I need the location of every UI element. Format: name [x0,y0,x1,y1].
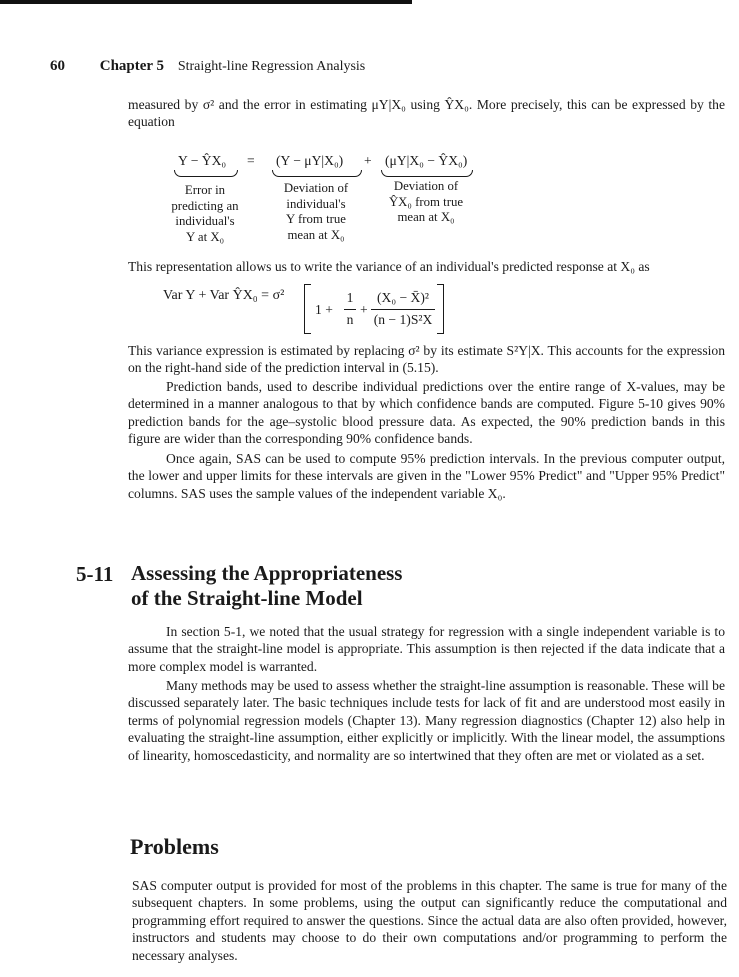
fraction-2-numerator: (X₀ − X̄)² [377,290,429,305]
page-number: 60 [50,58,65,74]
fraction-1-numerator: 1 [346,290,354,305]
equation-plus: + [364,153,372,168]
left-bracket [304,284,311,334]
equation-label-1: Error in predicting an individual's Y at X₀ [171,183,239,244]
running-header [50,58,365,75]
equation-equals: = [247,153,255,168]
fraction-2-bar [371,309,435,310]
equation-term2: (μY|X₀ − ŶX₀) [385,153,468,168]
problems-paragraph: SAS computer output is provided for most of the problems in this chapter. The same is true for many of the subsequent chapters. In some problems, using the output can significantly reduce the computational and programming effort required to answer the questions. Since the actual data are also often provided, however, instructors and students may choose to do their own computations and/or programming to perform the necessary analyses. [132,878,727,963]
underbrace-2 [272,170,362,177]
fraction-1-bar [344,309,356,310]
problems-heading: Problems [130,834,219,859]
paragraph-variance-estimate: This variance expression is estimated by replacing σ² by its estimate S²Y|X. This accounts for the expression on the right-hand side of the prediction interval in (5.15). [128,343,725,376]
section-number: 5-11 [76,562,114,586]
intro-paragraph: measured by σ² and the error in estimating μY|X₀ using ŶX₀. More precisely, this can be expressed by the equation [128,97,725,130]
section-title-line-2: of the Straight-line Model [131,586,363,610]
section-paragraph-2: Many methods may be used to assess whether the straight-line assumption is reasonable. These will be discussed separately later. The basic techniques include tests for lack of fit and are understood most easily in terms of polynomial regression models (Chapter 13). Many regression diagnostics (Chapter 12) also help in evaluating the straight-line assumption, either explicitly or implicitly. With the linear model, the assumptions of linearity, homoscedasticity, and normality are so intertwined that they often are met or violated as a set. [128,678,725,763]
representation-paragraph: This representation allows us to write the variance of an individual's predicted response at X₀ as [128,259,650,274]
section-paragraph-1: In section 5-1, we noted that the usual strategy for regression with a single independent variable is to assume that the straight-line model is appropriate. This assumption is then rejected if the data indicate that a more complex model is warranted. [128,624,725,674]
fraction-1-denominator: n [346,312,354,327]
fraction-2-denominator: (n − 1)S²X [373,312,433,327]
chapter-label: Chapter 5 [99,58,165,74]
equation-term1: (Y − μY|X₀) [276,153,344,168]
variance-plus: + [360,302,368,317]
right-bracket [437,284,444,334]
underbrace-1 [174,170,238,177]
scan-top-edge [0,0,412,4]
variance-lhs: Var Y + Var ŶX₀ = σ² [163,288,285,303]
equation-lhs: Y − ŶX₀ [178,153,227,168]
chapter-title: Straight-line Regression Analysis [177,59,366,74]
underbrace-3 [381,170,473,177]
equation-label-2: Deviation of individual's Y from true mean at X₀ [283,181,349,242]
equation-label-3: Deviation of ŶX₀ from true mean at X₀ [388,179,464,225]
variance-one-plus: 1 + [315,302,333,317]
paragraph-prediction-bands: Prediction bands, used to describe individual predictions over the entire range of X-values, may be determined in a manner analogous to that by which confidence bands are computed. Figure 5-10 gives 90% prediction bands for the age–systolic blood pressure data. As expected, the 90% prediction bands in this figure are wider than the corresponding 90% confidence bands. [128,379,725,447]
paragraph-sas-prediction: Once again, SAS can be used to compute 95% prediction intervals. In the previous computer output, the lower and upper limits for these intervals are given in the "Lower 95% Predict" and "Upper 95% Predict" columns. SAS uses the sample values of the independent variable X₀. [128,451,725,501]
section-title-line-1: Assessing the Appropriateness [131,561,403,585]
